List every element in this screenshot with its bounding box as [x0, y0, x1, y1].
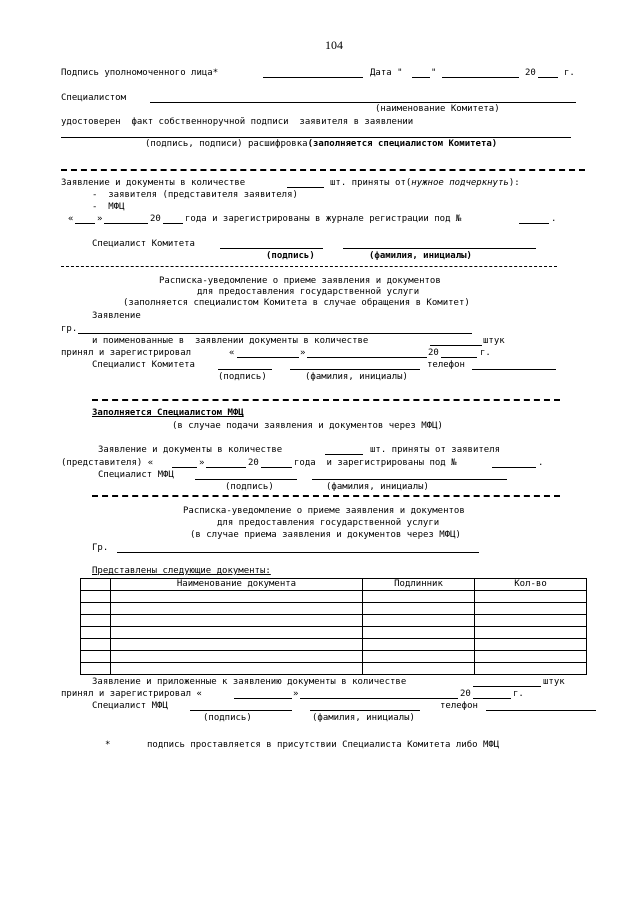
footnote-star: *	[105, 740, 111, 750]
signature-caption: (подпись, подписи) расшифровка(заполняется специалистом Комитета)	[145, 139, 498, 149]
table-row	[81, 627, 587, 639]
receipt2-from-line[interactable]	[117, 552, 479, 553]
receipt1-specialist-label: Специалист Комитета	[92, 360, 195, 370]
mfc-line2: (представителя) «	[61, 458, 154, 468]
year-prefix: 20	[525, 68, 536, 78]
authorized-signature-label: Подпись уполномоченного лица*	[61, 68, 219, 78]
table-cell[interactable]	[363, 603, 475, 615]
mfc-specialist-sign-line[interactable]	[195, 479, 297, 480]
receipt2-year-line[interactable]	[473, 698, 511, 699]
receipt2-year-suffix: г.	[513, 689, 524, 699]
receipt1-year-line[interactable]	[441, 357, 477, 358]
table-row	[81, 615, 587, 627]
mfc-month-line[interactable]	[206, 467, 246, 468]
accept-count-line[interactable]	[287, 187, 324, 188]
table-cell[interactable]	[363, 591, 475, 603]
receipt2-closing-line2: принял и зарегистрировал «	[61, 689, 202, 699]
table-row	[81, 603, 587, 615]
receipt1-statement: Заявление	[92, 311, 141, 321]
date-year-line[interactable]	[538, 77, 558, 78]
receipt2-count-line[interactable]	[473, 686, 541, 687]
receipt2-name-caption: (фамилия, инициалы)	[312, 713, 415, 723]
accept-year-line[interactable]	[163, 223, 183, 224]
accept-year-prefix: 20	[150, 214, 161, 224]
receipt2-note: (в случае приема заявления и документов через МФЦ)	[190, 530, 461, 540]
accept-date-mid: »	[97, 214, 103, 224]
certified-text: удостоверен факт собственноручной подписи заявителя в заявлении	[61, 117, 414, 127]
table-cell[interactable]	[111, 639, 363, 651]
mfc-count-line[interactable]	[325, 454, 363, 455]
table-row	[81, 651, 587, 663]
accept-option-mfc: - МФЦ	[92, 202, 125, 212]
receipt2-phone-label: телефон	[440, 701, 478, 711]
date-day-line[interactable]	[412, 77, 430, 78]
table-cell[interactable]	[81, 627, 111, 639]
receipt2-title: Расписка-уведомление о приеме заявления и документов	[183, 506, 465, 516]
accept-register-number-line[interactable]	[519, 223, 549, 224]
receipt1-docs-text: и поименованные в заявлении документы в количестве	[92, 336, 369, 346]
receipt1-count-line[interactable]	[430, 345, 482, 346]
table-header-original: Подлинник	[363, 579, 475, 591]
receipt2-name-line[interactable]	[310, 710, 420, 711]
accept-date-open: «	[68, 214, 74, 224]
separator-3	[92, 495, 560, 497]
receipt2-docs-label: Представлены следующие документы:	[92, 566, 271, 576]
table-cell[interactable]	[475, 627, 587, 639]
receipt1-note: (заполняется специалистом Комитета в случае обращения в Комитет)	[123, 298, 470, 308]
table-cell[interactable]	[81, 651, 111, 663]
table-cell[interactable]	[475, 663, 587, 675]
table-cell[interactable]	[363, 663, 475, 675]
separator-bold	[61, 169, 585, 171]
committee-specialist-name-line[interactable]	[343, 248, 536, 249]
year-suffix: г.	[564, 68, 575, 78]
mfc-name-caption: (фамилия, инициалы)	[326, 482, 429, 492]
accept-option-applicant: - заявителя (представителя заявителя)	[92, 190, 298, 200]
table-cell[interactable]	[111, 591, 363, 603]
accept-month-line[interactable]	[104, 223, 148, 224]
accept-line: Заявление и документы в количестве	[61, 178, 246, 188]
table-row	[81, 591, 587, 603]
committee-specialist-label: Специалист Комитета	[92, 239, 195, 249]
table-cell[interactable]	[363, 651, 475, 663]
table-header-row	[81, 579, 587, 591]
receipt1-name-caption: (фамилия, инициалы)	[305, 372, 408, 382]
mfc-line1: Заявление и документы в количестве	[98, 445, 283, 455]
receipt1-from-label: гр.	[61, 324, 78, 334]
table-cell[interactable]	[81, 591, 111, 603]
table-cell[interactable]	[81, 615, 111, 627]
table-cell[interactable]	[363, 627, 475, 639]
receipt2-year-prefix: 20	[460, 689, 471, 699]
receipt2-sign-line[interactable]	[190, 710, 292, 711]
table-cell[interactable]	[475, 639, 587, 651]
receipt2-quote-close: »	[293, 689, 299, 699]
committee-name-caption: (фамилия, инициалы)	[369, 251, 472, 261]
mfc-specialist-label: Специалист МФЦ	[98, 470, 174, 480]
table-cell[interactable]	[363, 615, 475, 627]
receipt1-day-line[interactable]	[237, 357, 299, 358]
receipt1-accepted: принял и зарегистрировал	[61, 348, 192, 358]
receipt1-from-line[interactable]	[78, 333, 472, 334]
receipt2-subtitle: для предоставления государственной услуги	[217, 518, 440, 528]
receipt1-phone-line[interactable]	[472, 369, 556, 370]
accept-day-line[interactable]	[75, 223, 95, 224]
table-row	[81, 663, 587, 675]
page-number: 104	[325, 38, 343, 52]
receipt1-title: Расписка-уведомление о приеме заявления и документов	[159, 276, 441, 286]
receipt2-day-line[interactable]	[234, 698, 292, 699]
table-header-doc-name: Наименование документа	[111, 579, 363, 591]
table-cell[interactable]	[81, 639, 111, 651]
mfc-day-line[interactable]	[172, 467, 197, 468]
mfc-specialist-name-line[interactable]	[312, 479, 507, 480]
mfc-quote-close: »	[199, 458, 205, 468]
committee-name-line[interactable]	[150, 102, 576, 103]
committee-sign-caption: (подпись)	[266, 251, 315, 261]
receipt1-month-line[interactable]	[307, 357, 427, 358]
receipt2-from-label: Гр.	[92, 543, 109, 553]
receipt1-sign-caption: (подпись)	[218, 372, 267, 382]
signature-transcript-line[interactable]	[61, 137, 571, 138]
date-month-line[interactable]	[442, 77, 519, 78]
committee-specialist-sign-line[interactable]	[220, 248, 323, 249]
receipt2-closing-line1: Заявление и приложенные к заявлению документы в количестве	[92, 677, 407, 687]
receipt2-sign-caption: (подпись)	[203, 713, 252, 723]
receipt2-specialist-label: Специалист МФЦ	[92, 701, 168, 711]
receipt2-month-line[interactable]	[300, 698, 458, 699]
table-cell[interactable]	[111, 663, 363, 675]
receipt1-quote-close: »	[300, 348, 306, 358]
table-cell[interactable]	[111, 615, 363, 627]
mfc-heading: Заполняется Специалистом МФЦ	[92, 408, 244, 418]
date-label: Дата "	[370, 68, 403, 78]
receipt1-year-suffix: г.	[480, 348, 491, 358]
receipt1-pcs: штук	[483, 336, 505, 346]
receipt1-name-line[interactable]	[290, 369, 420, 370]
table-cell[interactable]	[111, 603, 363, 615]
receipt1-subtitle: для предоставления государственной услуги	[197, 287, 420, 297]
receipt1-quote-open: «	[229, 348, 235, 358]
accept-date-end: .	[551, 214, 557, 224]
table-cell[interactable]	[81, 603, 111, 615]
receipt2-pcs: штук	[543, 677, 565, 687]
receipt2-phone-line[interactable]	[486, 710, 596, 711]
specialist-label: Специалистом	[61, 93, 127, 103]
mfc-year-prefix: 20	[248, 458, 259, 468]
mfc-line2-end: .	[538, 458, 544, 468]
receipt1-sign-line[interactable]	[218, 369, 272, 370]
authorized-signature-line[interactable]	[263, 77, 363, 78]
table-cell[interactable]	[81, 663, 111, 675]
documents-table	[80, 578, 587, 675]
date-quote-close: "	[431, 68, 437, 78]
table-header-quantity: Кол-во	[475, 579, 587, 591]
accept-from-text: шт. приняты от(нужное подчеркнуть):	[330, 178, 520, 188]
mfc-line1-end: шт. приняты от заявителя	[370, 445, 501, 455]
mfc-year-line[interactable]	[261, 467, 292, 468]
accept-register-text: года и зарегистрированы в журнале регистрации под №	[185, 214, 462, 224]
mfc-subheading: (в случае подачи заявления и документов через МФЦ)	[172, 421, 443, 431]
separator-2	[92, 399, 560, 401]
receipt1-phone-label: телефон	[427, 360, 465, 370]
table-cell[interactable]	[111, 651, 363, 663]
mfc-register-number-line[interactable]	[492, 467, 536, 468]
table-cell[interactable]	[363, 639, 475, 651]
separator-1	[61, 266, 557, 267]
footnote-text: подпись проставляется в присутствии Специалиста Комитета либо МФЦ	[147, 740, 500, 750]
receipt1-year-prefix: 20	[428, 348, 439, 358]
table-cell[interactable]	[475, 603, 587, 615]
mfc-sign-caption: (подпись)	[225, 482, 274, 492]
table-cell[interactable]	[475, 591, 587, 603]
mfc-register-text: года и зарегистрированы под №	[294, 458, 457, 468]
table-cell[interactable]	[111, 627, 363, 639]
table-cell[interactable]	[475, 615, 587, 627]
table-row	[81, 639, 587, 651]
table-cell[interactable]	[475, 651, 587, 663]
table-header-index	[81, 579, 111, 591]
committee-caption: (наименование Комитета)	[375, 104, 500, 114]
